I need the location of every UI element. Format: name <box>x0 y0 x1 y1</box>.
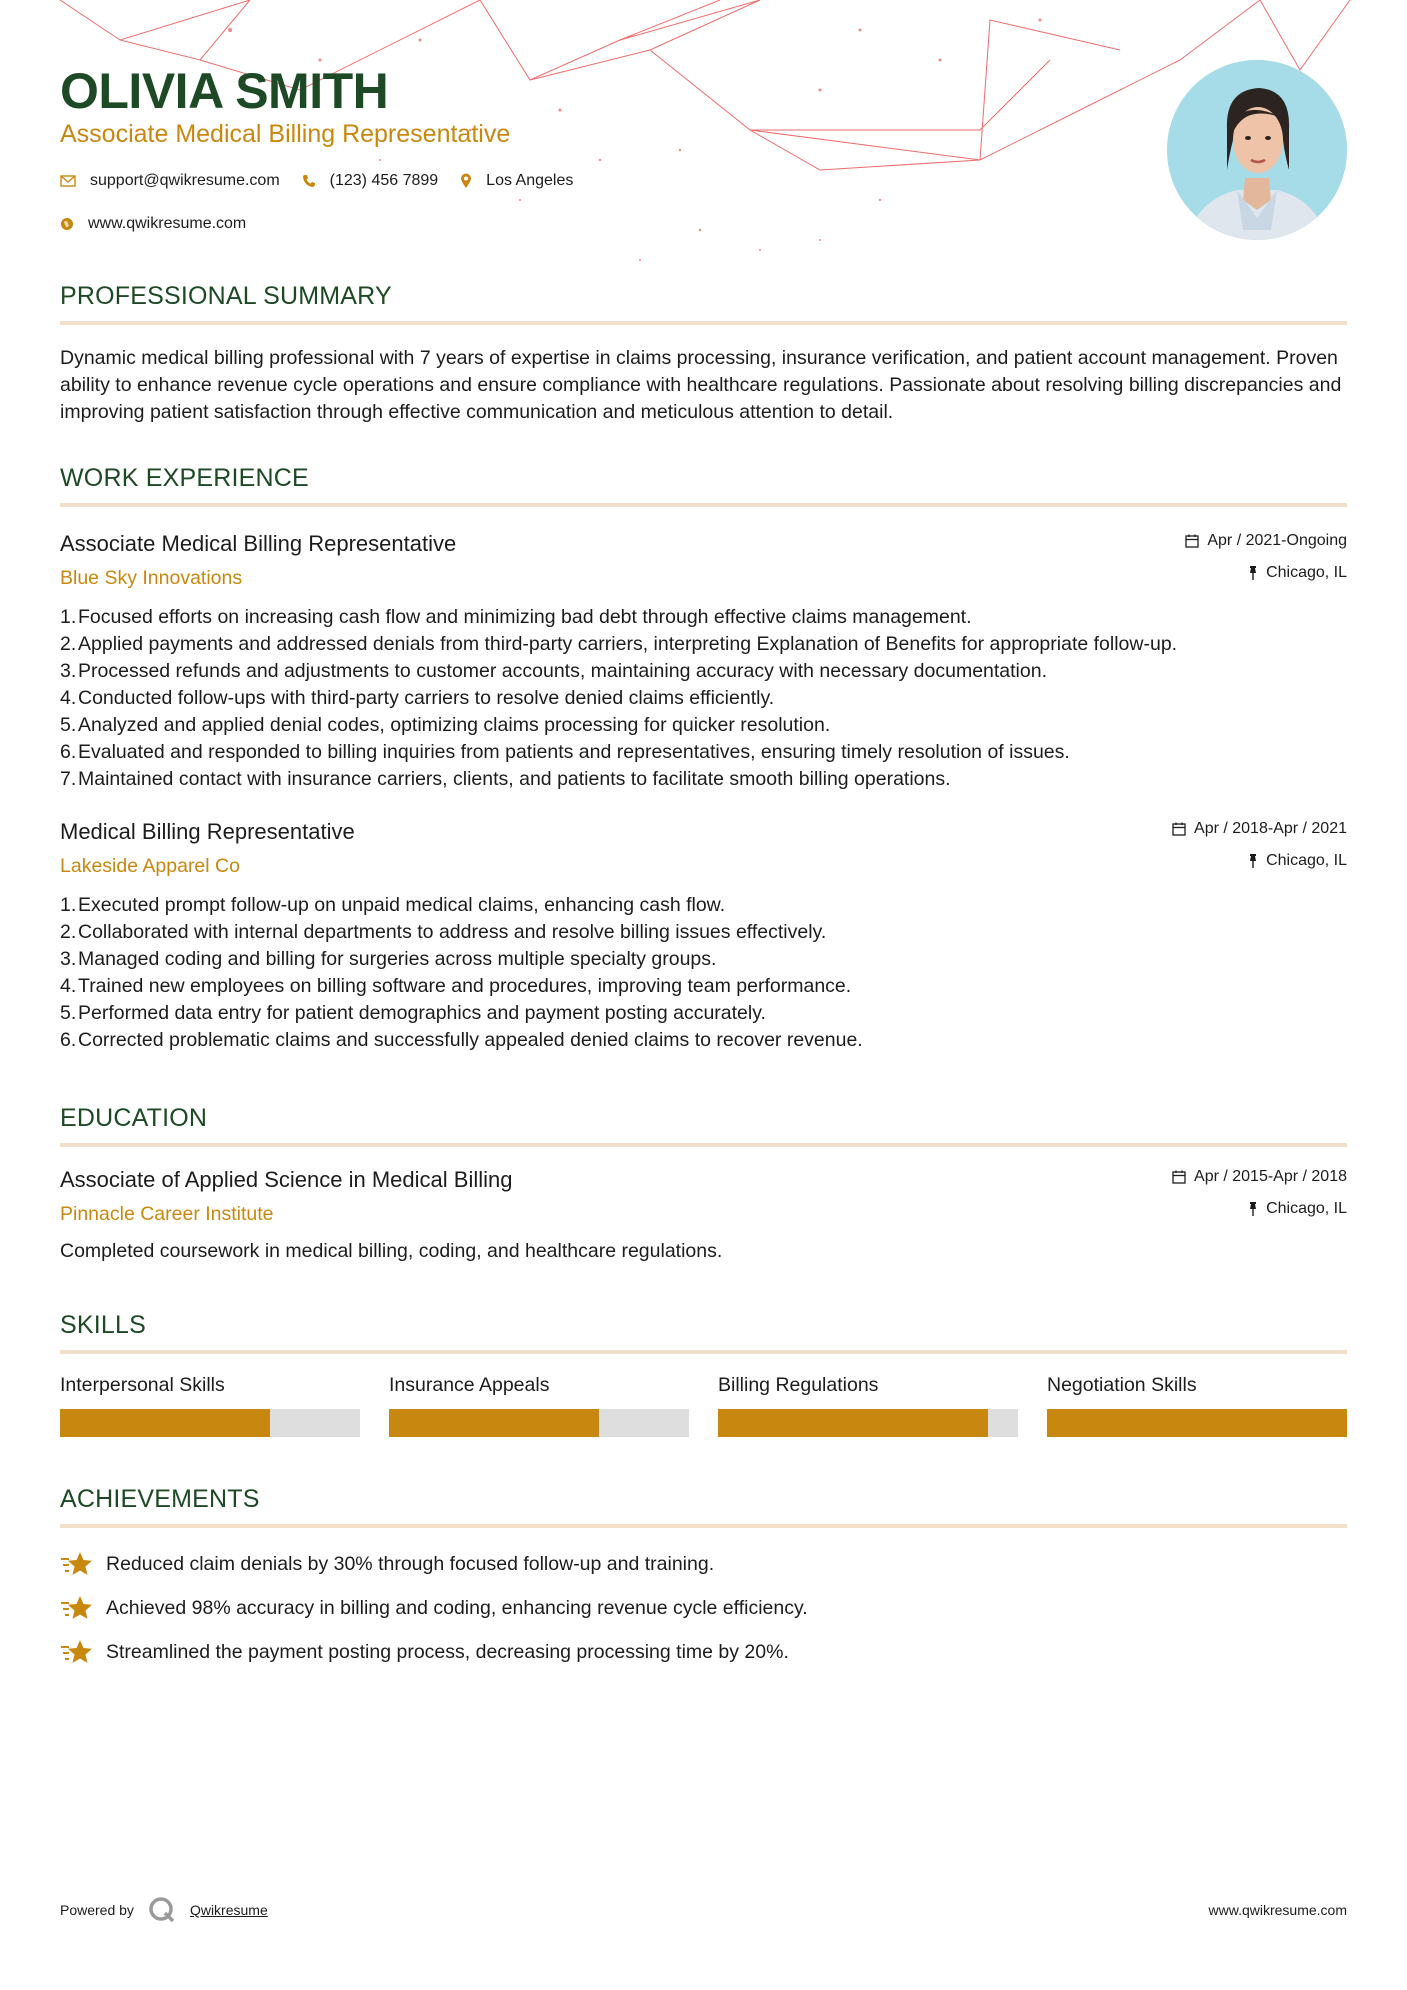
list-item: 6. Evaluated and responded to billing inquiries from patients and representatives, ensuring timely resolution of issues. <box>60 741 1070 763</box>
envelope-icon <box>60 175 76 187</box>
achievements-section <box>60 1485 1347 1674</box>
location-text: Los Angeles <box>486 172 574 189</box>
section-heading: WORK EXPERIENCE <box>60 464 1347 507</box>
skill-name: Billing Regulations <box>718 1374 879 1396</box>
list-item: 2. Applied payments and addressed denials from third-party carriers, interpreting Explanation of Benefits for appropriate follow-up. <box>60 633 1178 655</box>
star-award-icon <box>60 1550 94 1578</box>
skill-bar-fill <box>389 1409 599 1437</box>
brand-link[interactable]: Qwikresume <box>189 1902 268 1918</box>
footer-website-link[interactable]: www.qwikresume.com <box>1208 1902 1347 1918</box>
job-company: Lakeside Apparel Co <box>60 855 240 877</box>
calendar-icon <box>1172 1170 1186 1184</box>
section-heading: SKILLS <box>60 1311 1347 1354</box>
list-item: 3. Processed refunds and adjustments to customer accounts, maintaining accuracy with necessary documentation. <box>60 660 1048 682</box>
skill-bar <box>718 1409 1018 1437</box>
job-dates: Apr / 2018-Apr / 2021 <box>1194 820 1347 837</box>
section-heading: EDUCATION <box>60 1104 1347 1147</box>
pushpin-icon <box>1248 566 1258 580</box>
work-experience-section <box>60 464 1347 1054</box>
summary-text: Dynamic medical billing professional with 7 years of expertise in claims processing, insurance verification, and patient account management. Proven ability to enhance revenue cycle operations and ensure compliance with healthcare regulations. Passionate about resolving billing discrepancies and improving patient satisfaction through effective communication and meticulous attention to detail. <box>60 347 1342 423</box>
phone-icon <box>302 174 316 188</box>
skill-item <box>718 1374 1018 1437</box>
list-item: 2. Collaborated with internal departments to address and resolve billing issues effectively. <box>60 921 827 943</box>
skills-grid <box>60 1374 1347 1437</box>
map-pin-icon <box>460 173 472 189</box>
job-title: Medical Billing Representative <box>60 819 355 844</box>
job-title: Associate Medical Billing Representative <box>60 531 457 556</box>
achievement-item <box>60 1586 1347 1630</box>
skills-section <box>60 1311 1347 1437</box>
skill-name: Interpersonal Skills <box>60 1374 225 1396</box>
list-item: 6. Corrected problematic claims and successfully appealed denied claims to recover revenue. <box>60 1029 863 1051</box>
education-meta <box>1172 1167 1347 1219</box>
school-name: Pinnacle Career Institute <box>60 1203 274 1225</box>
list-item: 5. Performed data entry for patient demographics and payment posting accurately. <box>60 1002 766 1024</box>
skill-bar <box>60 1409 360 1437</box>
candidate-title: Associate Medical Billing Representative <box>60 120 511 148</box>
job-entry <box>60 819 1347 1054</box>
list-item: 4. Conducted follow-ups with third-party carriers to resolve denied claims efficiently. <box>60 687 775 709</box>
job-dates: Apr / 2021-Ongoing <box>1207 532 1347 549</box>
job-location: Chicago, IL <box>1266 564 1347 581</box>
achievement-text: Achieved 98% accuracy in billing and coding, enhancing revenue cycle efficiency. <box>106 1596 808 1619</box>
star-award-icon <box>60 1638 94 1666</box>
pushpin-icon <box>1248 854 1258 868</box>
list-item: 4. Trained new employees on billing software and procedures, improving team performance. <box>60 975 852 997</box>
job-meta <box>1172 819 1347 871</box>
skill-name: Negotiation Skills <box>1047 1374 1197 1396</box>
qwikresume-logo-icon <box>148 1896 176 1924</box>
skill-bar-fill <box>60 1409 270 1437</box>
job-meta <box>1185 531 1347 583</box>
skill-bar <box>1047 1409 1347 1437</box>
skill-item <box>1047 1374 1347 1437</box>
education-entry <box>60 1167 1347 1263</box>
education-location: Chicago, IL <box>1266 1200 1347 1217</box>
powered-by-label: Powered by <box>60 1902 134 1918</box>
skill-bar-fill <box>1047 1409 1347 1437</box>
page-footer <box>60 1896 1347 1924</box>
phone-text: (123) 456 7899 <box>329 172 439 189</box>
list-item: 3. Managed coding and billing for surgeries across multiple specialty groups. <box>60 948 717 970</box>
avatar <box>1167 60 1347 240</box>
contact-phone[interactable] <box>302 172 439 190</box>
contact-row-website <box>60 215 268 233</box>
achievement-text: Streamlined the payment posting process, decreasing processing time by 20%. <box>106 1640 789 1663</box>
job-entry <box>60 531 1347 793</box>
skill-item <box>389 1374 689 1437</box>
star-award-icon <box>60 1594 94 1622</box>
achievements-list <box>60 1542 1347 1674</box>
job-location: Chicago, IL <box>1266 852 1347 869</box>
section-heading: PROFESSIONAL SUMMARY <box>60 282 1347 325</box>
list-item: 7. Maintained contact with insurance carriers, clients, and patients to facilitate smooth billing operations. <box>60 768 951 790</box>
contact-location <box>460 172 573 190</box>
achievement-item <box>60 1542 1347 1586</box>
achievement-item <box>60 1630 1347 1674</box>
job-company: Blue Sky Innovations <box>60 567 243 589</box>
candidate-name: OLIVIA SMITH <box>60 63 389 119</box>
skill-bar <box>389 1409 689 1437</box>
contact-website[interactable] <box>60 215 246 233</box>
skill-item <box>60 1374 360 1437</box>
website-text: www.qwikresume.com <box>88 215 247 232</box>
list-item: 1. Executed prompt follow-up on unpaid medical claims, enhancing cash flow. <box>60 894 726 916</box>
list-item: 1. Focused efforts on increasing cash flow and minimizing bad debt through effective claims management. <box>60 606 972 628</box>
footer-branding <box>60 1896 268 1924</box>
skill-bar-fill <box>718 1409 988 1437</box>
profile-photo-icon <box>1167 60 1347 240</box>
list-item: 5. Analyzed and applied denial codes, optimizing claims processing for quicker resolution. <box>60 714 831 736</box>
achievement-text: Reduced claim denials by 30% through focused follow-up and training. <box>106 1552 715 1575</box>
contact-email[interactable] <box>60 172 280 190</box>
calendar-icon <box>1172 822 1186 836</box>
education-description: Completed coursework in medical billing, coding, and healthcare regulations. <box>60 1240 723 1262</box>
job-bullets <box>60 892 1347 1054</box>
education-dates: Apr / 2015-Apr / 2018 <box>1194 1168 1347 1185</box>
section-heading: ACHIEVEMENTS <box>60 1485 1347 1528</box>
job-bullets <box>60 604 1347 793</box>
email-text: support@qwikresume.com <box>90 172 280 189</box>
globe-icon <box>60 217 74 231</box>
summary-section <box>60 282 1347 426</box>
pushpin-icon <box>1248 1202 1258 1216</box>
degree-title: Associate of Applied Science in Medical Billing <box>60 1167 513 1192</box>
skill-name: Insurance Appeals <box>389 1374 550 1396</box>
education-section <box>60 1104 1347 1263</box>
contact-row <box>60 172 595 190</box>
resume-header <box>60 0 1347 270</box>
calendar-icon <box>1185 534 1199 548</box>
